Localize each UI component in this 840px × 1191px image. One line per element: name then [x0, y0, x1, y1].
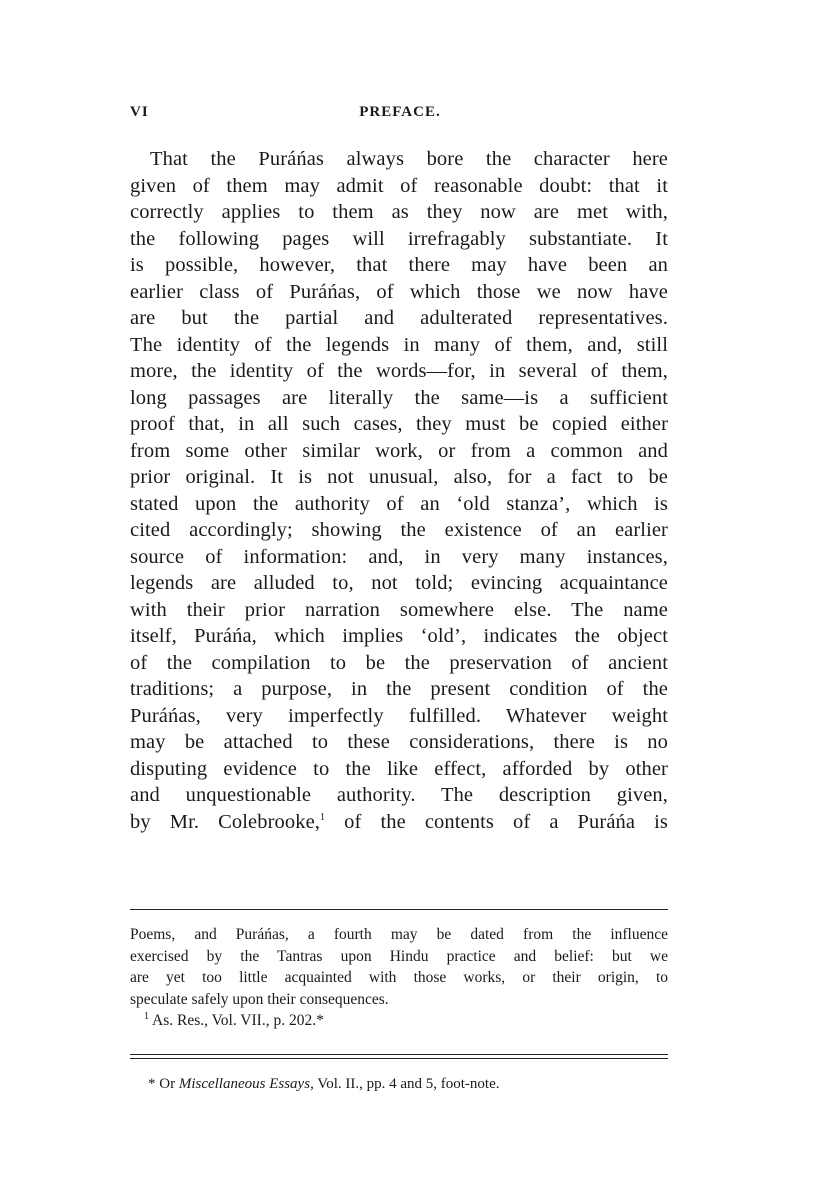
body-line: long passages are literally the same—is a sufficient [130, 386, 668, 409]
body-line: and unquestionable authority. The description given, [130, 784, 668, 806]
editor-note [148, 1074, 668, 1094]
footnote-line: exercised by the Tantras upon Hindu practice and belief: but we [130, 947, 668, 965]
body-line: given of them may admit of reasonable doubt: that it [130, 174, 668, 197]
body-line: may be attached to these considerations, there is no [130, 731, 668, 753]
footnote-marker-1: 1 [144, 1010, 149, 1022]
body-line: disputing evidence to the like effect, afforded by other [130, 757, 668, 780]
footnote-line: speculate safely upon their consequences. [130, 990, 389, 1008]
body-line-text: of the contents of a Puráńa is [325, 810, 668, 833]
body-line: traditions; a purpose, in the present condition of the [130, 678, 668, 700]
body-line: more, the identity of the words—for, in several of them, [130, 360, 668, 382]
body-line: stated upon the authority of an ‘old stanza’, which is [130, 492, 668, 515]
footnote-reference-1: 1 [320, 811, 326, 823]
body-paragraph [130, 146, 668, 835]
footnote-line: are yet too little acquainted with those works, or their origin, to [130, 969, 668, 986]
body-line-text: by Mr. Colebrooke, [130, 810, 320, 833]
page-number: VI [130, 104, 149, 120]
body-line: is possible, however, that there may have been an [130, 254, 668, 276]
body-line: That the Puráńas always bore the character here [150, 148, 668, 170]
body-line: with their prior narration somewhere else. The name [130, 598, 668, 621]
body-line: earlier class of Puráńas, of which those we now have [130, 280, 668, 303]
body-line: of the compilation to be the preservation of ancient [130, 651, 668, 674]
editor-note-suffix: , Vol. II., pp. 4 and 5, foot-note. [310, 1076, 500, 1092]
body-line: the following pages will irrefragably substantiate. It [130, 227, 668, 250]
footnote-1-text: As. Res., Vol. VII., p. 202.* [149, 1012, 324, 1029]
body-line: from some other similar work, or from a common and [130, 439, 668, 462]
body-line: cited accordingly; showing the existence of an earlier [130, 519, 668, 541]
body-line: source of information: and, in very many instances, [130, 545, 668, 568]
editor-note-marker: * [148, 1076, 156, 1092]
editor-note-prefix: Or [155, 1076, 179, 1092]
body-line: The identity of the legends in many of them, and, still [130, 333, 668, 356]
footnote-rule [130, 909, 668, 910]
body-line: Puráńas, very imperfectly fulfilled. Whatever weight [130, 704, 668, 727]
body-line: prior original. It is not unusual, also, for a fact to be [130, 466, 668, 488]
editor-note-rule [130, 1054, 668, 1059]
body-line-last [130, 809, 668, 836]
editor-note-title: Miscellaneous Essays [178, 1076, 311, 1092]
body-line: proof that, in all such cases, they must be copied either [130, 413, 668, 435]
body-line: correctly applies to them as they now are met with, [130, 201, 668, 223]
running-head [130, 104, 670, 128]
body-line: legends are alluded to, not told; evincing acquaintance [130, 572, 668, 594]
footnotes [130, 924, 668, 1032]
body-line: are but the partial and adulterated representatives. [130, 307, 668, 329]
footnote-1 [130, 1010, 668, 1032]
running-title: PREFACE. [359, 104, 441, 120]
footnote-line: Poems, and Puráńas, a fourth may be dated from the influence [130, 926, 668, 943]
body-line: itself, Puráńa, which implies ‘old’, indicates the object [130, 625, 668, 647]
